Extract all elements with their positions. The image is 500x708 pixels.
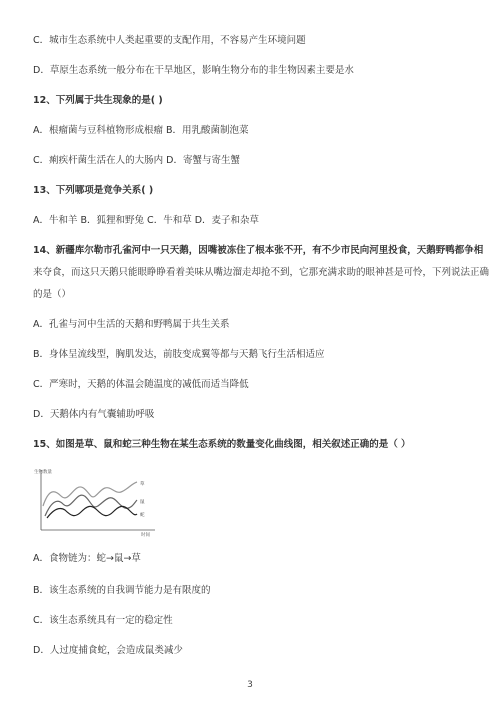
option-b-q14: B．身体呈流线型，胸肌发达，前肢变成翼等都与天鹅飞行生活相适应 [33, 349, 325, 360]
question-14-line-3: 的是（） [33, 289, 72, 300]
x-axis-label: 时间 [141, 533, 150, 538]
option-a-q15: A．食物链为：蛇→鼠→草 [33, 553, 141, 564]
options-q13: A．牛和羊 B．狐狸和野兔 C．牛和草 D．麦子和杂草 [33, 215, 260, 226]
mouse-label: 鼠 [140, 500, 145, 505]
option-a-q14: A．孔雀与河中生活的天鹅和野鸭属于共生关系 [33, 319, 230, 330]
population-curve-figure [33, 466, 163, 538]
question-14-line-1: 14、新疆库尔勒市孔雀河中一只天鹅，因嘴被冻住了根本张不开，有不少市民向河里投食，天鹅野鸭都争相 [33, 245, 484, 256]
option-c-q14: C．严寒时，天鹅的体温会随温度的减低而适当降低 [33, 379, 249, 390]
option-d-q14: D．天鹅体内有气囊辅助呼吸 [33, 409, 155, 420]
option-c-q15: C．该生态系统具有一定的稳定性 [33, 615, 173, 626]
option-d-q15: D．人过度捕食蛇，会造成鼠类减少 [33, 645, 183, 656]
question-14-line-2: 来夺食，而这只天鹅只能眼睁睁看着美味从嘴边溜走却抢不到，它那充满求助的眼神甚是可怜，下列说法正确 [33, 267, 490, 278]
options-ab-q12: A．根瘤菌与豆科植物形成根瘤 B．用乳酸菌制泡菜 [33, 125, 249, 136]
y-axis-label: 生物数量 [34, 470, 52, 475]
page-number: 3 [247, 680, 253, 690]
grass-label: 草 [140, 482, 145, 487]
question-12: 12、下列属于共生现象的是( ) [33, 95, 163, 106]
snake-curve [47, 506, 137, 518]
question-15: 15、如图是草、鼠和蛇三种生物在某生态系统的数量变化曲线图，相关叙述正确的是（ ） [33, 439, 411, 450]
option-c-q11: C．城市生态系统中人类起重要的支配作用，不容易产生环境问题 [33, 35, 306, 46]
options-cd-q12: C．痢疾杆菌生活在人的大肠内 D．寄蟹与寄生蟹 [33, 155, 240, 166]
snake-label: 蛇 [140, 513, 145, 518]
question-13: 13、下列哪项是竞争关系( ) [33, 185, 154, 196]
option-b-q15: B．该生态系统的自我调节能力是有限度的 [33, 585, 211, 596]
mouse-curve [45, 495, 137, 516]
option-d-q11: D．草原生态系统一般分布在干旱地区，影响生物分布的非生物因素主要是水 [33, 65, 354, 76]
